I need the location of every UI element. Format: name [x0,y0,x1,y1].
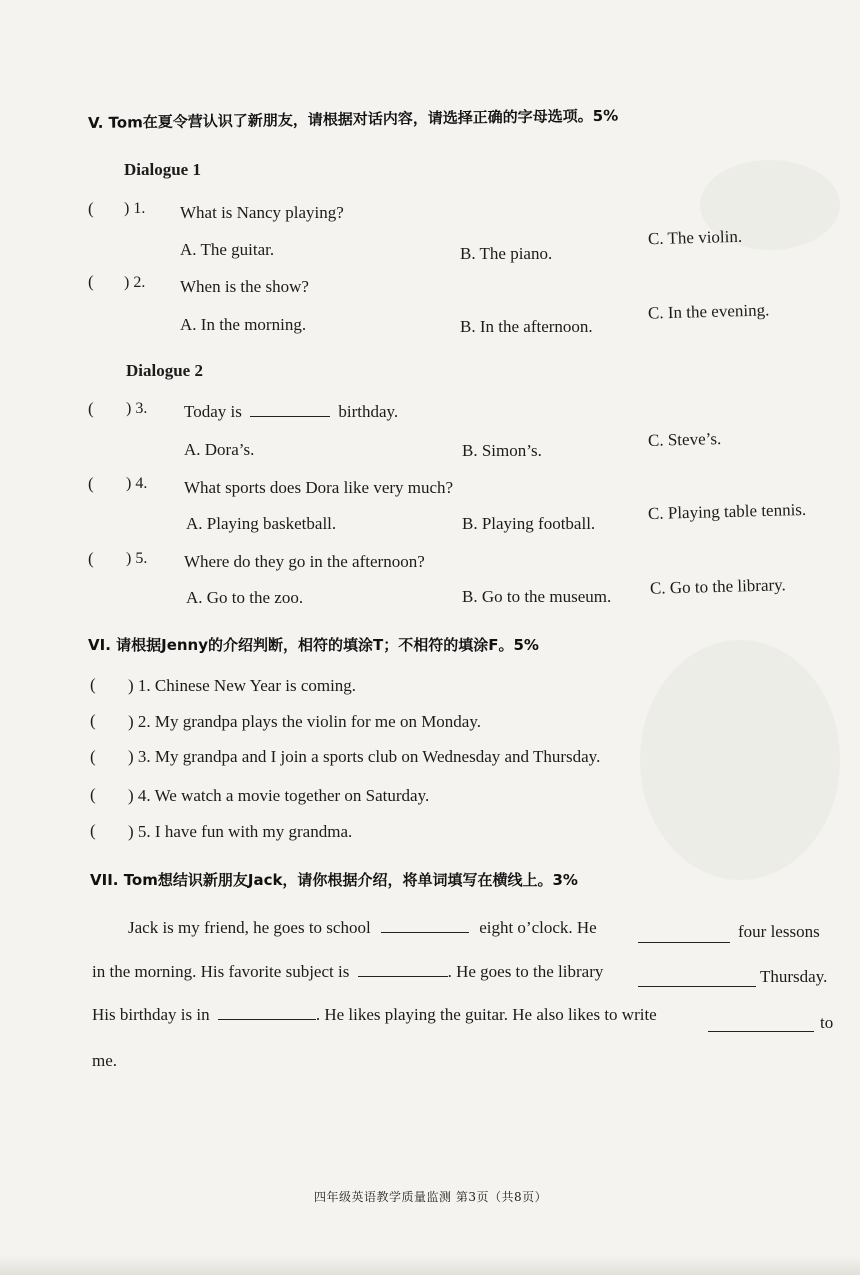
option-c: C. Go to the library. [649,575,787,598]
passage-line-3 [92,1005,657,1025]
option-c: C. Playing table tennis. [647,499,807,524]
true-false-item: ) 4. We watch a movie together on Saturday. [128,786,430,805]
option-b: B. The piano. [460,244,553,263]
passage-text: His birthday is in [92,1005,210,1024]
option-b: B. Go to the museum. [462,587,612,606]
option-b: B. Simon’s. [462,441,542,460]
passage-line-2 [92,962,603,982]
option-c: C. The violin. [647,226,743,249]
fill-in-blank[interactable] [638,972,756,987]
fill-in-blank[interactable] [708,1017,814,1032]
fill-in-blank[interactable] [381,918,469,933]
answer-paren[interactable]: ( [88,272,94,291]
passage-text: to [820,1013,834,1032]
fill-in-blank[interactable] [358,962,448,977]
question-number: ) 4. [126,475,148,492]
option-a: A. In the morning. [180,315,307,334]
option-c: C. In the evening. [647,300,770,323]
fill-in-blank[interactable] [250,402,330,417]
question-text: When is the show? [180,277,309,296]
answer-paren[interactable]: ( [88,474,94,493]
question-text: What is Nancy playing? [180,203,344,222]
true-false-item: ) 2. My grandpa plays the violin for me on Monday. [128,712,481,731]
option-c: C. Steve’s. [647,429,722,450]
passage-line-1 [128,918,597,938]
question-text-after: birthday. [338,402,399,421]
answer-paren[interactable]: ( [90,747,96,766]
question-text-before: Today is [184,402,242,421]
bleed-through-mark [640,640,840,880]
option-a: A. Dora’s. [184,440,255,459]
true-false-item: ) 3. My grandpa and I join a sports club on Wednesday and Thursday. [128,747,601,766]
question-text: Where do they go in the afternoon? [184,552,425,571]
dialogue-2-label: Dialogue 2 [126,361,203,380]
answer-paren[interactable]: ( [88,199,94,218]
option-a: A. Go to the zoo. [186,588,304,607]
answer-paren[interactable]: ( [90,711,96,730]
passage-text: . He likes playing the guitar. He also likes to write [315,1005,657,1024]
answer-paren[interactable]: ( [90,675,96,694]
answer-paren[interactable]: ( [88,549,94,568]
passage-text: eight o’clock. He [479,918,597,937]
answer-paren[interactable]: ( [88,399,94,418]
fill-in-blank[interactable] [638,928,730,943]
passage-text: four lessons [738,922,820,941]
option-a: A. Playing basketball. [186,514,337,533]
question-text: What sports does Dora like very much? [184,478,454,497]
passage-text: Jack is my friend, he goes to school [128,918,371,937]
question-number: ) 1. [124,200,146,217]
true-false-item: ) 5. I have fun with my grandma. [128,822,353,841]
fill-in-blank[interactable] [218,1005,316,1020]
option-a: A. The guitar. [180,240,275,259]
true-false-item: ) 1. Chinese New Year is coming. [128,676,357,695]
answer-paren[interactable]: ( [90,821,96,840]
option-b: B. Playing football. [462,514,596,533]
page-footer: 四年级英语教学质量监测 第3页（共8页） [314,1190,548,1204]
question-text [184,402,398,422]
dialogue-1-label: Dialogue 1 [124,160,201,179]
option-b: B. In the afternoon. [460,317,593,336]
page-edge [0,1256,860,1275]
passage-text: Thursday. [760,967,828,986]
section-5-heading: V. Tom在夏令营认识了新朋友，请根据对话内容，请选择正确的字母选项。5% [87,106,619,132]
passage-line-4: me. [92,1051,118,1070]
passage-text: in the morning. His favorite subject is [92,962,350,981]
section-7-heading: VII. Tom想结识新朋友Jack，请你根据介绍，将单词填写在横线上。3% [90,871,578,889]
question-number: ) 3. [126,400,148,417]
question-number: ) 5. [126,550,148,567]
answer-paren[interactable]: ( [90,785,96,804]
passage-text: . He goes to the library [447,962,604,981]
question-number: ) 2. [124,274,146,291]
section-6-heading: VI. 请根据Jenny的介绍判断，相符的填涂T；不相符的填涂F。5% [88,636,539,654]
